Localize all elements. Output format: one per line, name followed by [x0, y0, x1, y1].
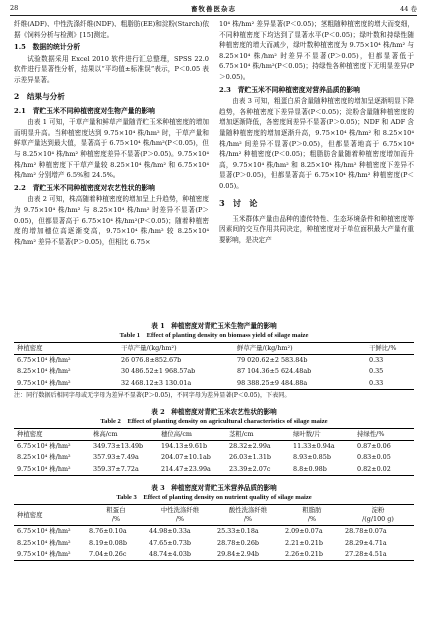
- table-3-header: [14, 505, 86, 526]
- table-cell: 2.09±0.07a: [285, 527, 323, 536]
- table-cell: 26 076.8±852.67b: [121, 356, 182, 365]
- table-3-grid: [14, 504, 414, 561]
- table-cell: 28.29±4.71a: [345, 538, 387, 547]
- table-cell: 79 020.62±2 583.84b: [237, 356, 308, 365]
- table-3-header-name: 淀粉: [371, 506, 385, 514]
- volume-label: 44 卷: [400, 5, 417, 13]
- table-cell: 8.25×10⁴ 株/hm²: [17, 538, 71, 547]
- table-1-header: 干鲜比/%: [366, 343, 414, 355]
- table-2-header: 株高/cm: [90, 429, 158, 441]
- table-cell: 214.47±23.99a: [158, 464, 226, 476]
- table-2-caption-en: Table 2 Effect of planting density on agricultural characteristics of silage maize: [100, 418, 328, 425]
- table-cell: 11.33±0.94a: [293, 442, 335, 451]
- table-row: [14, 366, 414, 377]
- table-cell: 359.37±7.72a: [90, 464, 158, 476]
- table-row: [14, 464, 414, 476]
- table-cell: 0.33: [369, 356, 384, 365]
- table-cell: 357.93±7.49a: [93, 453, 139, 462]
- table-3-header: [282, 505, 342, 526]
- left-column: [14, 19, 209, 247]
- table-3-header-unit: /%: [111, 515, 121, 524]
- table-3-header: [146, 505, 214, 526]
- section-1-5-title: 1.5 数据的统计分析: [14, 43, 81, 52]
- table-3-header-unit: /(g/100 g): [362, 515, 394, 524]
- table-3-caption-en: Table 3 Effect of planting density on nutrient quality of silage maize: [116, 494, 312, 501]
- table-3-header-unit: /%: [175, 515, 185, 524]
- section-2-2-paragraph: 由表 2 可知，株高随着种植密度的增加呈上升趋势，种植密度为 9.75×10⁴ 株/hm² 与 8.25×10⁴ 株/hm² 时差异不显著(P＞0.05)，但都显著高于 6.75×10⁴ 株/hm²(P＜0.05)；随着种植密度的增加穗位高逐渐变高，9.75×10⁴ 株/hm² 较 8.25×10⁴ 株/hm² 差异不显著(P＞0.05)，但相比 6.75×: [14, 195, 209, 246]
- table-cell: 0.33: [366, 378, 414, 390]
- table-2-header: 绿叶数/片: [290, 429, 354, 441]
- table-cell: 48.74±4.03b: [146, 549, 214, 561]
- table-cell: 98 388.25±9 484.88a: [234, 378, 366, 390]
- section-2-2-title: 2.2 青贮玉米不同种植密度对农艺性状的影响: [14, 183, 155, 192]
- table-cell: 30 486.52±1 968.57ab: [121, 367, 196, 376]
- table-cell: 2.21±0.21b: [285, 538, 323, 547]
- table-row: [14, 378, 414, 390]
- table-cell: 6.75×10⁴ 株/hm²: [17, 442, 71, 451]
- table-cell: 32 468.12±3 130.01a: [118, 378, 234, 390]
- section-3-title: 3 讨 论: [219, 197, 258, 208]
- table-3-header-name: 中性洗涤纤维: [160, 506, 200, 514]
- table-cell: 194.13±9.61b: [161, 442, 208, 451]
- table-2-header: 穗位高/cm: [158, 429, 226, 441]
- table-cell: 28.32±2.99a: [229, 442, 271, 451]
- table-row: [14, 549, 414, 561]
- section-2-1-title: 2.1 青贮玉米不同种植密度对生物产量的影响: [14, 106, 155, 115]
- table-cell: 0.35: [369, 367, 384, 376]
- table-3-header-name: 种植密度: [17, 510, 43, 519]
- table-3-header-unit: /%: [307, 515, 317, 524]
- table-cell: 9.75×10⁴ 株/hm²: [14, 464, 90, 476]
- section-2-3-title: 2.3 青贮玉米不同种植密度对营养品质的影响: [219, 85, 360, 94]
- table-cell: 8.19±0.08b: [89, 538, 127, 547]
- table-2-header: 茎粗/cm: [226, 429, 290, 441]
- table-1-header: 种植密度: [14, 343, 118, 355]
- table-cell: 0.83±0.05: [357, 453, 391, 462]
- table-cell: 204.07±10.1ab: [161, 453, 211, 462]
- table-cell: 0.87±0.06: [357, 442, 391, 451]
- table-3-header-name: 酸性洗涤纤维: [228, 506, 268, 514]
- table-cell: 25.33±0.18a: [217, 527, 259, 536]
- table-1-caption-cn: 表 1 种植密度对青贮玉米生物产量的影响: [151, 322, 277, 330]
- table-cell: 29.84±2.94b: [214, 549, 282, 561]
- table-3-header: [86, 505, 146, 526]
- table-2-caption-cn: 表 2 种植密度对青贮玉米农艺性状的影响: [151, 408, 277, 416]
- page-number: 28: [10, 4, 19, 12]
- section-3-paragraph: 玉米群体产量由品种的遗传特性、生态环境条件和种植密度等因素间的交互作用共同决定，种植密度对于单位面积最大产量有重要影响，是决定产: [219, 214, 414, 244]
- table-row: [14, 355, 414, 367]
- section-2-2-continued: 10⁴ 株/hm² 差异显著(P＜0.05)；茎粗随种植密度的增大而变细，不同种植密度下均达到了显著水平(P＜0.05)；绿叶数和持绿性随种植密度的增大而减少，绿叶数种植密度为 9.75×10⁴ 株/hm² 与 8.25×10⁴ 株/hm² 时差异不显著(P＞0.05)，但都显著低于 6.75×10⁴ 株/hm²(P＜0.05)；持绿性各种植密度下无明显差异(P＞0.05)。: [219, 20, 414, 81]
- table-cell: 2.26±0.21b: [282, 549, 342, 561]
- right-column: [219, 19, 414, 245]
- table-cell: 8.93±0.85b: [293, 453, 331, 462]
- table-cell: 8.8±0.98b: [290, 464, 354, 476]
- table-1-note: 注：同行数据后相同字母或无字母为差异不显著(P＞0.05)，不同字母为差异显著(P＜0.05)，下表同。: [14, 391, 291, 399]
- section-2-3-paragraph: 由表 3 可知，粗蛋白质含量随种植密度的增加呈逐渐明显下降趋势，各种植密度下差异显著(P＜0.05)；淀粉含量随种植密度的增加逐渐降低，各密度间差异不显著(P＞0.05)；NDF 和 ADF 含量随种植密度的增加逐渐升高，9.75×10⁴ 株/hm² 和 8.25×10⁴ 株/hm² 间差异不显著(P＞0.05)，但都显著地高于 6.75×10⁴ 株/hm² 种植密度(P＜0.05)；粗脂肪含量随着种植密度增加而升高，9.75×10⁴ 株/hm² 和 8.25×10⁴ 株/hm² 种植密度下差异不显著(P＞0.05)，但都显著高于 6.75×10⁴ 株/hm² 种植密度(P＜0.05)。: [219, 97, 414, 190]
- table-cell: 8.25×10⁴ 株/hm²: [17, 453, 71, 462]
- table-cell: 0.82±0.02: [354, 464, 414, 476]
- table-cell: 8.76±0.10a: [89, 527, 127, 536]
- section-1-5-paragraph: 试验数据采用 Excel 2010 软件进行汇总整理，SPSS 22.0 软件进行显著性分析，结果以“平均值±标准误”表示，P＜0.05 表示差异显著。: [14, 54, 209, 84]
- methods-paragraph: 纤维(ADF)、中性洗涤纤维(NDF)、粗脂肪(EE)和淀粉(Starch)依据《饲料分析与检测》[15]测定。: [14, 20, 209, 39]
- table-3-header-unit: /%: [243, 515, 253, 524]
- table-3-caption-cn: 表 3 种植密度对青贮玉米营养品质的影响: [151, 484, 277, 492]
- table-row: [14, 452, 414, 463]
- table-cell: 26.03±1.31b: [229, 453, 271, 462]
- table-2-header: 种植密度: [14, 429, 90, 441]
- table-cell: 349.73±13.49b: [93, 442, 144, 451]
- table-cell: 23.39±2.07c: [226, 464, 290, 476]
- table-cell: 87 104.36±5 624.48ab: [237, 367, 312, 376]
- section-2-1-paragraph: 由表 1 可知，干草产量和鲜草产量随青贮玉米种植密度的增加而明显升高。当种植密度达到 9.75×10⁴ 株/hm² 时，干草产量和鲜草产量达到最大值，显著高于 6.75×10⁴ 株/hm²(P＜0.05)，但与 8.25×10⁴ 株/hm² 种植密度差异不显著(P＞0.05)。9.75×10⁴ 株/hm² 种植密度下干草产量较 8.25×10⁴ 株/hm² 和 6.75×10⁴ 株/hm² 分别增产 6.5%和 24.5%。: [14, 118, 209, 180]
- table-row: [14, 538, 414, 549]
- table-cell: 27.28±4.51a: [342, 549, 414, 561]
- table-3-header: [214, 505, 282, 526]
- table-cell: 47.65±0.73b: [149, 538, 191, 547]
- table-2: [14, 408, 414, 476]
- table-cell: 6.75×10⁴ 株/hm²: [17, 356, 71, 365]
- table-cell: 9.75×10⁴ 株/hm²: [14, 378, 118, 390]
- table-1-header: 干草产量/(kg/hm²): [118, 343, 234, 355]
- table-3-header: [342, 505, 414, 526]
- table-3-header-name: 粗脂肪: [302, 506, 322, 514]
- table-cell: 9.75×10⁴ 株/hm²: [14, 549, 86, 561]
- header-rule: [10, 15, 417, 16]
- journal-title: 畜牧兽医杂志: [191, 5, 236, 13]
- table-cell: 6.75×10⁴ 株/hm²: [17, 527, 71, 536]
- table-2-header: 持绿性/%: [354, 429, 414, 441]
- table-1-header: 鲜草产量/(kg/hm²): [234, 343, 366, 355]
- table-3-header-name: 粗蛋白: [106, 506, 126, 514]
- table-cell: 28.78±0.26b: [217, 538, 259, 547]
- table-3: [14, 484, 414, 561]
- table-1-caption-en: Table 1 Effect of planting density on biomass yield of silage maize: [119, 332, 309, 339]
- table-row: [14, 441, 414, 453]
- table-cell: 8.25×10⁴ 株/hm²: [17, 367, 71, 376]
- table-1: [14, 322, 414, 400]
- section-2-title: 2 结果与分析: [14, 91, 65, 101]
- table-cell: 28.78±0.07a: [345, 527, 387, 536]
- table-cell: 44.98±0.33a: [149, 527, 191, 536]
- table-cell: 7.04±0.26c: [86, 549, 146, 561]
- table-1-grid: [14, 342, 414, 390]
- table-2-grid: [14, 428, 414, 476]
- table-row: [14, 526, 414, 538]
